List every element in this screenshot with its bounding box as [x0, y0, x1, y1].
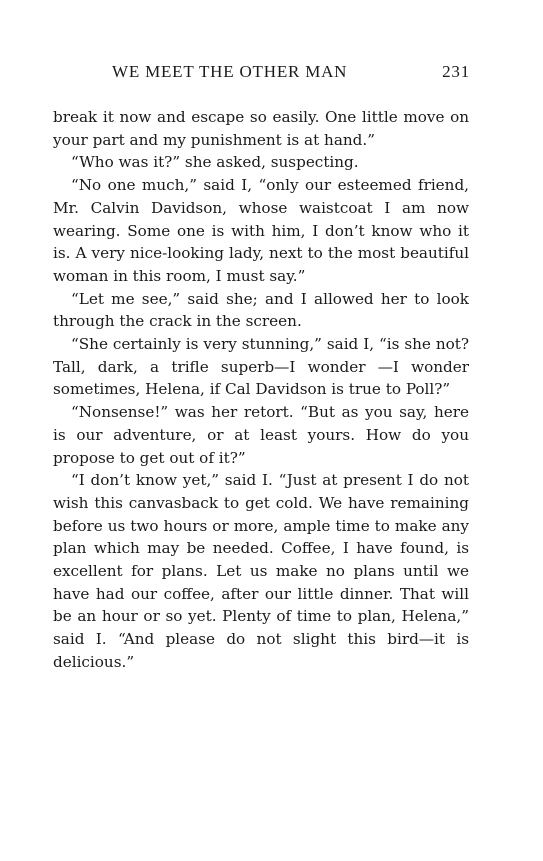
page-number: 231: [442, 62, 470, 81]
paragraph: “No one much,” said I, “only our esteemed friend, Mr. Calvin Davidson, whose waistcoat I am now wearing. Some one is with him, I don’t know who it is. A very nice-looking lady, next to the most beautiful woman in this room, I must say.”: [53, 176, 469, 285]
page-header: [112, 62, 470, 86]
paragraph: “I don’t know yet,” said I. “Just at present I do not wish this canvasback to get cold. We have remaining before us two hours or more, ample time to make any plan which may be needed. Coffee, I have found, is excellent for plans. Let us make no plans until we have had our coffee, after our little dinner. That will be an hour or so yet. Plenty of time to plan, Helena,” said I. “And please do not slight this bird—it is delicious.”: [53, 471, 469, 671]
paragraph: “Who was it?” she asked, suspecting.: [71, 153, 359, 172]
body-text: [53, 106, 469, 674]
running-head: WE MEET THE OTHER MAN: [112, 62, 348, 81]
paragraph: “Nonsense!” was her retort. “But as you say, here is our adventure, or at least yours. How do you propose to get out of it?”: [53, 403, 469, 467]
paragraph: “She certainly is very stunning,” said I, “is she not? Tall, dark, a trifle superb—I wonder —I wonder sometimes, Helena, if Cal Davidson is true to Poll?”: [53, 335, 469, 399]
paragraph: “Let me see,” said she; and I allowed her to look through the crack in the screen.: [53, 289, 469, 331]
paragraph-continuation: break it now and escape so easily. One little move on your part and my punishment is at hand.”: [53, 108, 469, 149]
